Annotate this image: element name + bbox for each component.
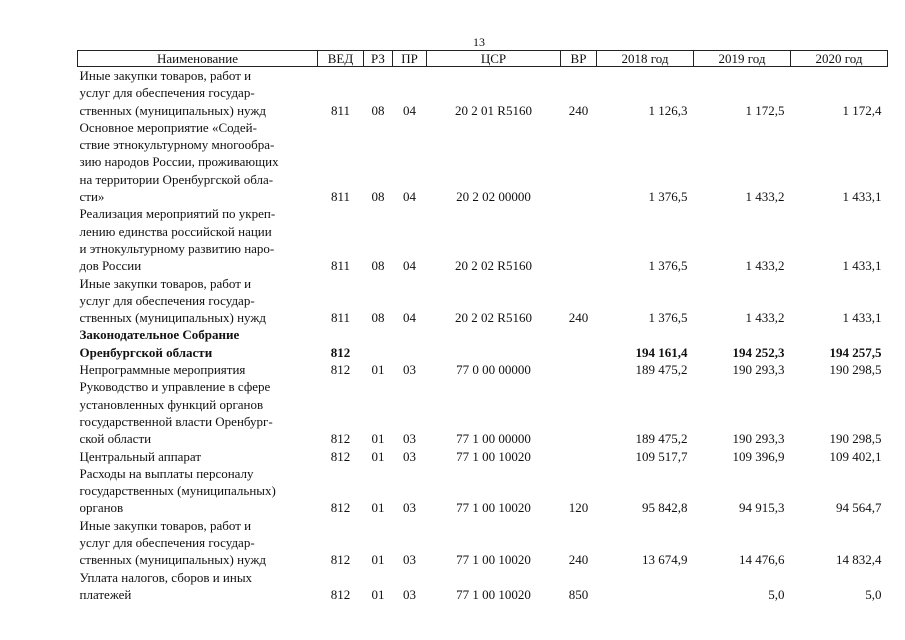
row-pr: 04 [403, 258, 416, 274]
row-rz: 08 [371, 258, 385, 274]
header-pr: ПР [393, 51, 427, 67]
table-body [78, 67, 888, 604]
row-csr [427, 326, 561, 361]
row-name-line: сти» [79, 189, 105, 205]
row-2019: 5,0 [768, 586, 785, 602]
row-2018: 1 376,5 [648, 310, 688, 326]
row-2018: 189 475,2 [635, 362, 688, 378]
row-vr: 120 [568, 500, 589, 516]
row-2019: 190 293,3 [732, 431, 785, 447]
row-ved: 812 [330, 362, 351, 378]
row-name-line: платежей [79, 586, 132, 602]
table-row [78, 569, 888, 604]
row-2020: 1 433,1 [842, 258, 882, 274]
table-row [78, 361, 888, 378]
row-vr: 240 [568, 102, 589, 118]
row-name-line: зию народов России, проживающих [79, 154, 279, 170]
row-pr: 03 [403, 431, 416, 447]
row-name-line: лению единства российской нации [79, 223, 272, 239]
row-name-line: Законодательное Собрание [79, 327, 240, 343]
header-vr: ВР [561, 51, 597, 67]
row-vr [561, 361, 597, 378]
row-vr [561, 378, 597, 447]
row-2019: 94 915,3 [739, 500, 785, 516]
row-2020: 190 298,5 [829, 431, 882, 447]
row-name-line: Оренбургской области [79, 344, 213, 360]
table-header-row [78, 51, 888, 67]
row-rz: 08 [371, 310, 385, 326]
row-vr [561, 119, 597, 205]
row-2020: 14 832,4 [836, 552, 882, 568]
row-2018: 109 517,7 [635, 448, 688, 464]
row-2019: 14 476,6 [739, 552, 785, 568]
row-name-line: Основное мероприятие «Содей- [79, 119, 257, 135]
row-csr: 77 1 00 10020 [456, 448, 531, 464]
row-name-line: ственных (муниципальных) нужд [79, 102, 266, 118]
row-name-line: Непрограммные мероприятия [79, 362, 246, 378]
row-pr: 03 [403, 586, 416, 602]
row-2018: 1 376,5 [648, 258, 688, 274]
row-vr: 240 [568, 552, 589, 568]
row-pr: 04 [403, 189, 416, 205]
row-vr [561, 326, 597, 361]
row-name-line: ственных (муниципальных) нужд [79, 310, 266, 326]
row-csr: 20 2 02 R5160 [455, 258, 532, 274]
row-rz: 01 [371, 362, 385, 378]
budget-table [77, 50, 888, 603]
header-2019: 2019 год [694, 51, 791, 67]
row-pr: 03 [403, 552, 416, 568]
row-2019: 1 172,5 [745, 102, 785, 118]
row-name-line: ственных (муниципальных) нужд [79, 552, 266, 568]
row-name-line: Иные закупки товаров, работ и [79, 68, 252, 83]
row-rz [364, 326, 393, 361]
row-ved: 811 [330, 189, 351, 205]
row-rz: 01 [371, 586, 385, 602]
row-ved: 812 [330, 448, 351, 464]
row-2019: 190 293,3 [732, 362, 785, 378]
row-name [78, 517, 318, 569]
table-row [78, 517, 888, 569]
row-ved: 812 [330, 344, 351, 360]
row-name-line: Расходы на выплаты персоналу [79, 465, 254, 481]
row-ved: 812 [330, 500, 351, 516]
row-vr: 240 [568, 310, 589, 326]
row-2018: 189 475,2 [635, 431, 688, 447]
row-rz: 01 [371, 431, 385, 447]
row-2019: 1 433,2 [745, 258, 785, 274]
row-name [78, 67, 318, 119]
row-name-line: Центральный аппарат [79, 448, 202, 464]
table-row [78, 205, 888, 274]
row-pr [393, 326, 427, 361]
row-csr: 77 0 00 00000 [456, 362, 531, 378]
page-number: 13 [473, 35, 485, 49]
table-row [78, 67, 888, 119]
row-name [78, 326, 318, 361]
row-name-line: Иные закупки товаров, работ и [79, 517, 252, 533]
row-name-line: Реализация мероприятий по укреп- [79, 206, 276, 222]
row-2019: 109 396,9 [732, 448, 785, 464]
row-name-line: услуг для обеспечения государ- [79, 292, 255, 308]
row-vr: 850 [568, 586, 589, 602]
header-2020: 2020 год [791, 51, 888, 67]
row-name [78, 119, 318, 205]
row-ved: 811 [330, 258, 351, 274]
row-csr: 20 2 02 R5160 [455, 310, 532, 326]
row-pr: 03 [403, 448, 416, 464]
row-2018: 194 161,4 [635, 344, 688, 360]
row-2018: 1 376,5 [648, 189, 688, 205]
row-2020: 1 433,1 [842, 310, 882, 326]
row-name-line: Руководство и управление в сфере [79, 379, 271, 395]
row-name-line: услуг для обеспечения государ- [79, 85, 255, 101]
header-rz: РЗ [364, 51, 393, 67]
header-ved: ВЕД [318, 51, 364, 67]
row-name [78, 448, 318, 465]
row-rz: 08 [371, 102, 385, 118]
row-name-line: дов России [79, 258, 142, 274]
header-name: Наименование [78, 51, 318, 67]
row-name [78, 378, 318, 447]
row-ved: 811 [330, 310, 351, 326]
row-name-line: и этнокультурному развитию наро- [79, 240, 275, 256]
row-rz: 08 [371, 189, 385, 205]
row-name-line: услуг для обеспечения государ- [79, 535, 255, 551]
row-vr [561, 205, 597, 274]
row-2019: 1 433,2 [745, 189, 785, 205]
header-csr: ЦСР [427, 51, 561, 67]
row-2020: 1 172,4 [842, 102, 882, 118]
row-name-line: Иные закупки товаров, работ и [79, 275, 252, 291]
row-rz: 01 [371, 448, 385, 464]
row-ved: 812 [330, 586, 351, 602]
row-ved: 812 [330, 431, 351, 447]
row-name-line: установленных функций органов [79, 396, 264, 412]
row-name-line: органов [79, 500, 124, 516]
row-pr: 03 [403, 362, 416, 378]
row-2018 [597, 569, 694, 604]
table-row [78, 378, 888, 447]
row-ved: 811 [330, 102, 351, 118]
row-name-line: государственных (муниципальных) [79, 483, 276, 499]
row-rz: 01 [371, 500, 385, 516]
table-row [78, 465, 888, 517]
row-csr: 20 2 02 00000 [456, 189, 531, 205]
row-name [78, 275, 318, 327]
row-vr [561, 448, 597, 465]
row-name [78, 465, 318, 517]
table-row [78, 326, 888, 361]
table-row [78, 448, 888, 465]
row-2020: 1 433,1 [842, 189, 882, 205]
row-2020: 109 402,1 [829, 448, 882, 464]
row-ved: 812 [330, 552, 351, 568]
row-2018: 95 842,8 [642, 500, 688, 516]
row-name-line: Уплата налогов, сборов и иных [79, 569, 253, 585]
row-name-line: на территории Оренбургской обла- [79, 171, 274, 187]
row-2020: 190 298,5 [829, 362, 882, 378]
row-name-line: ской области [79, 431, 152, 447]
row-csr: 77 1 00 10020 [456, 586, 531, 602]
row-pr: 03 [403, 500, 416, 516]
table-row [78, 275, 888, 327]
row-name-line: ствие этнокультурному многообра- [79, 137, 275, 153]
row-csr: 20 2 01 R5160 [455, 102, 532, 118]
row-2019: 1 433,2 [745, 310, 785, 326]
row-2018: 13 674,9 [642, 552, 688, 568]
row-csr: 77 1 00 10020 [456, 500, 531, 516]
row-name-line: государственной власти Оренбург- [79, 413, 273, 429]
row-name [78, 205, 318, 274]
row-name [78, 569, 318, 604]
row-pr: 04 [403, 102, 416, 118]
row-name [78, 361, 318, 378]
row-csr: 77 1 00 00000 [456, 431, 531, 447]
row-2020: 94 564,7 [836, 500, 882, 516]
row-2019: 194 252,3 [732, 344, 785, 360]
header-2018: 2018 год [597, 51, 694, 67]
row-2020: 5,0 [865, 586, 882, 602]
table-row [78, 119, 888, 205]
row-csr: 77 1 00 10020 [456, 552, 531, 568]
row-2020: 194 257,5 [829, 344, 882, 360]
row-pr: 04 [403, 310, 416, 326]
row-2018: 1 126,3 [648, 102, 688, 118]
row-rz: 01 [371, 552, 385, 568]
